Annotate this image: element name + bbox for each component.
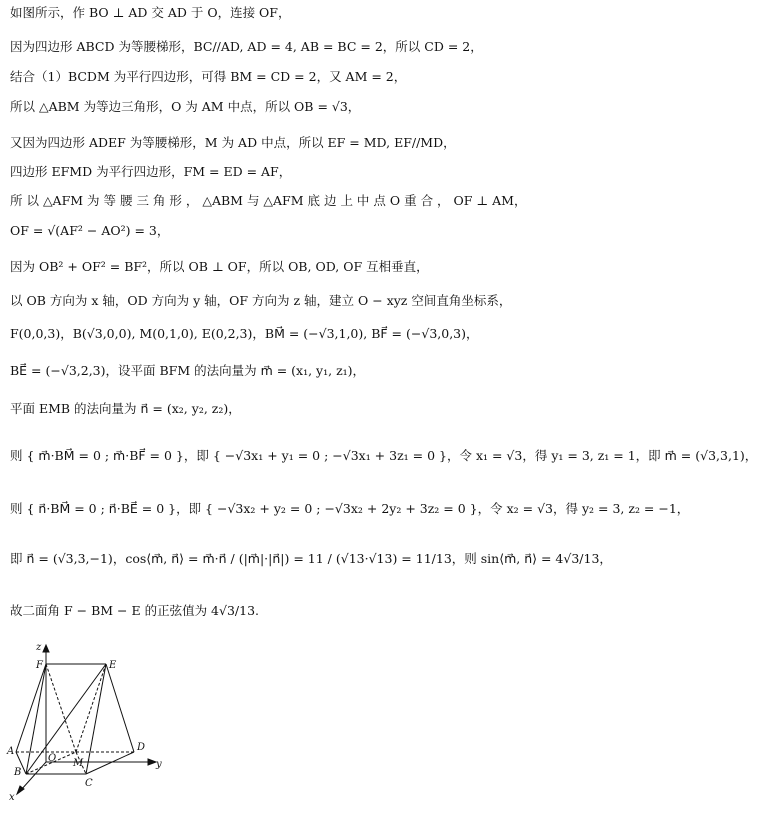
label-M: M	[73, 758, 84, 769]
label-C: C	[85, 778, 93, 789]
text-line: 即 n⃗ = (√3,3,−1)，cos⟨m⃗, n⃗⟩ = m⃗·n⃗ / (|m⃗|·|n⃗|) = 11 / (√13·√13) = 11/13，则 sin⟨m⃗, n⃗⟩ = 4√3/13，	[10, 551, 612, 566]
edge-EC	[86, 664, 106, 774]
text-line: 四边形 EFMD 为平行四边形，FM = ED = AF，	[10, 164, 292, 179]
text-line: 则 { n⃗·BM⃗ = 0 ; n⃗·BE⃗ = 0 }，即 { −√3x₂ + y₂ = 0 ; −√3x₂ + 2y₂ + 3z₂ = 0 }，令 x₂ = √3，得 y₂ = 3, z₂ = −1，	[10, 501, 690, 516]
label-E: E	[109, 660, 117, 671]
text-line: 则 { m⃗·BM⃗ = 0 ; m⃗·BF⃗ = 0 }，即 { −√3x₁ + y₁ = 0 ; −√3x₁ + 3z₁ = 0 }，令 x₁ = √3，得 y₁ = 3, z₁ = 1，即 m⃗ = (√3,3,1)，	[10, 448, 757, 463]
text-line: 又因为四边形 ADEF 为等腰梯形，M 为 AD 中点，所以 EF = MD, EF//MD，	[10, 135, 456, 150]
text-line: OF = √(AF² − AO²) = 3，	[10, 223, 170, 238]
label-O: O	[48, 753, 57, 764]
text-line: F(0,0,3)，B(√3,0,0), M(0,1,0), E(0,2,3)，BM⃗ = (−√3,1,0), BF⃗ = (−√3,0,3)，	[10, 326, 479, 341]
text-line: 故二面角 F − BM − E 的正弦值为 4√3/13.	[10, 603, 260, 618]
label-x: x	[9, 792, 15, 803]
y-axis-arrow	[148, 759, 156, 765]
solid-diagram	[6, 640, 181, 812]
text-line: 结合（1）BCDM 为平行四边形，可得 BM = CD = 2，又 AM = 2，	[10, 69, 407, 84]
edge-FA	[16, 664, 46, 752]
edge-CD	[86, 752, 134, 774]
text-line: 所 以 △AFM 为 等 腰 三 角 形 ， △ABM 与 △AFM 底 边 上 中 点 O 重 合 ， OF ⊥ AM，	[10, 193, 527, 208]
text-line: 如图所示，作 BO ⊥ AD 交 AD 于 O，连接 OF，	[10, 5, 291, 20]
label-z: z	[36, 642, 42, 653]
text-line: BE⃗ = (−√3,2,3)，设平面 BFM 的法向量为 m⃗ = (x₁, y₁, z₁)，	[10, 363, 366, 378]
text-line: 以 OB 方向为 x 轴，OD 方向为 y 轴，OF 方向为 z 轴，建立 O − xyz 空间直角坐标系，	[10, 293, 512, 308]
text-line: 平面 EMB 的法向量为 n⃗ = (x₂, y₂, z₂)，	[10, 401, 241, 416]
label-y: y	[156, 759, 162, 770]
edge-ED	[106, 664, 134, 752]
text-line: 所以 △ABM 为等边三角形，O 为 AM 中点，所以 OB = √3，	[10, 99, 361, 114]
edge-FB	[26, 664, 46, 774]
label-B: B	[14, 767, 22, 778]
z-axis-arrow	[43, 645, 49, 652]
label-A: A	[7, 746, 15, 757]
edge-EM	[76, 664, 106, 752]
label-F: F	[36, 660, 43, 671]
edge-FM	[46, 664, 76, 752]
label-D: D	[137, 742, 146, 753]
text-line: 因为四边形 ABCD 为等腰梯形，BC//AD, AD = 4, AB = BC = 2，所以 CD = 2，	[10, 39, 483, 54]
edge-EB	[26, 664, 106, 774]
text-line: 因为 OB² + OF² = BF²，所以 OB ⊥ OF，所以 OB, OD, OF 互相垂直，	[10, 259, 429, 274]
x-axis	[21, 762, 46, 790]
geometry-figure	[6, 640, 181, 812]
